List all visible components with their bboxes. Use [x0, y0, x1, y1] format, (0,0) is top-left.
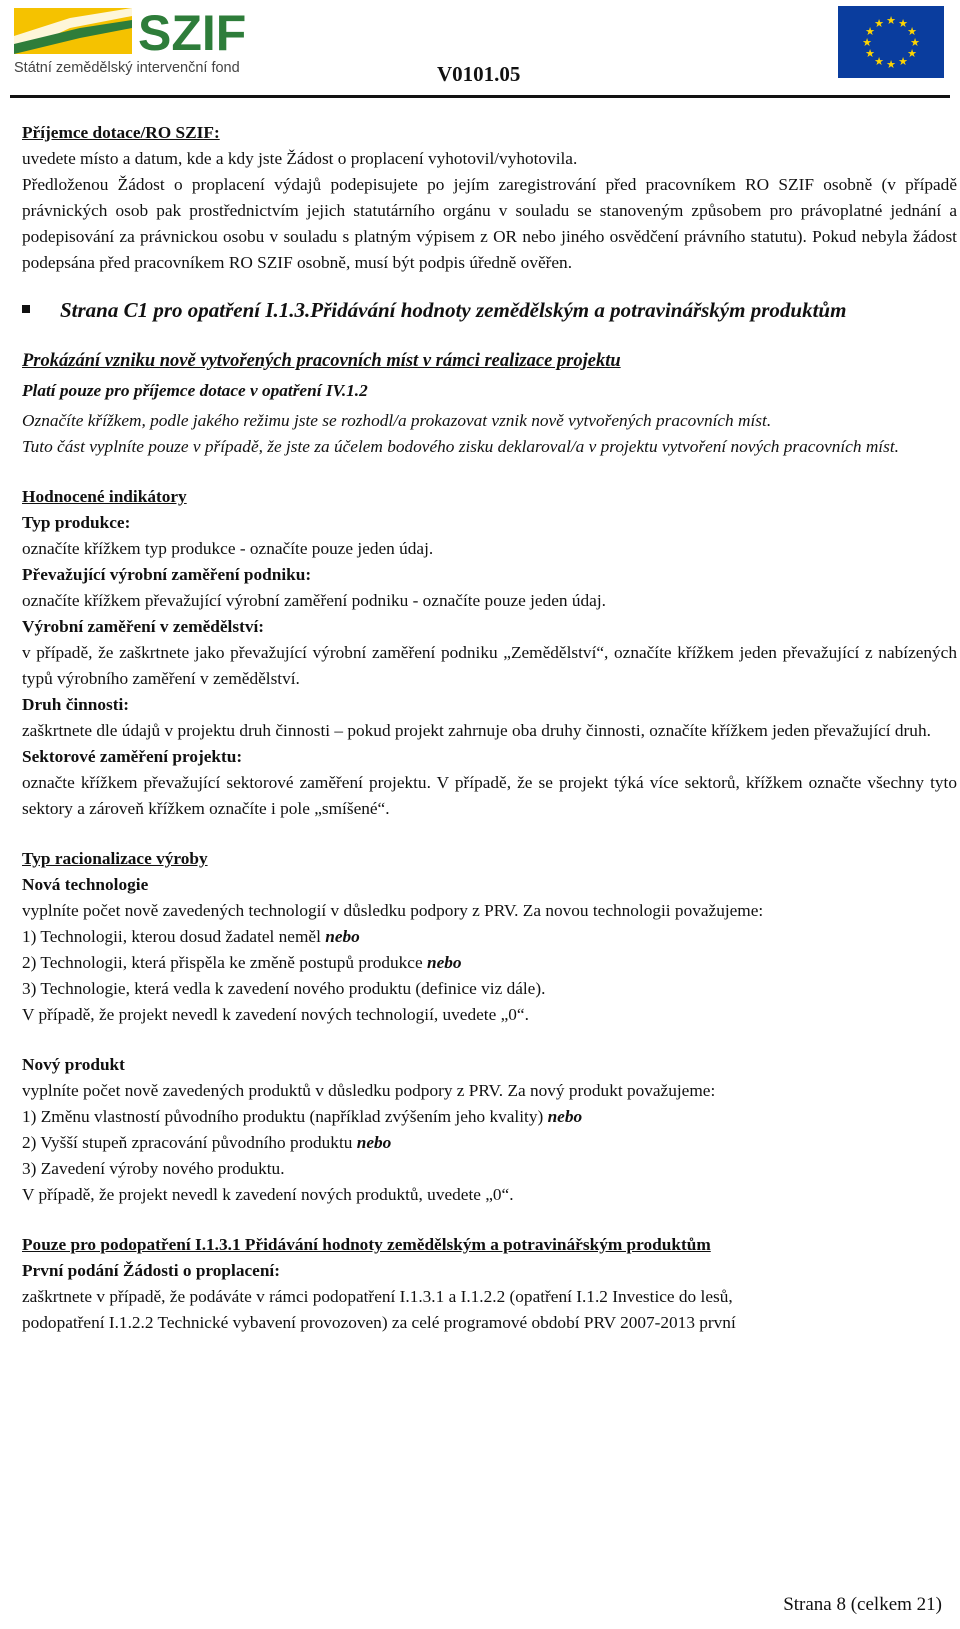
szif-logo	[10, 6, 272, 78]
svg-text:★: ★	[865, 47, 875, 60]
new-product-label: Nový produkt	[22, 1055, 125, 1074]
indicator-label: Typ produkce:	[22, 513, 131, 532]
jobs-condition: Tuto část vyplníte pouze v případě, že jste za účelem bodového zisku deklaroval/a v projektu vytvoření nových pracovních míst.	[22, 437, 899, 456]
signature-paragraph: Předloženou Žádost o proplacení výdajů podepisujete po jejím zaregistrování před pracovníkem RO SZIF osobně (v případě právnických osob pak prostřednictvím jejich statutárního orgánu v souladu se stanoveným způsobem pro právoplatné jednání a podepisování za právnickou osobu v souladu s platným výpisem z OR nebo jiného osvědčení právního statutu). Pokud nebyla žádost podepsána před pracovníkem RO SZIF osobně, musí být podpis úředně ověřen.	[22, 175, 957, 272]
section-heading-recipient: Příjemce dotace/RO SZIF:	[22, 123, 220, 142]
indicator-label: Převažující výrobní zaměření podniku:	[22, 565, 312, 584]
svg-text:★: ★	[886, 14, 896, 27]
indicator-text: v případě, že zaškrtnete jako převažující výrobní zaměření podniku „Zemědělství“, označíte křížkem jeden převažující z nabízených typů výrobního zaměření v zemědělství.	[22, 643, 957, 688]
technology-zero-note: V případě, že projekt nevedl k zavedení nových technologií, uvedete „0“.	[22, 1005, 529, 1024]
technology-item: 1) Technologii, kterou dosud žadatel neměl nebo	[22, 927, 360, 946]
page-number: Strana 8 (celkem 21)	[783, 1594, 942, 1615]
recipient-instruction: uvedete místo a datum, kde a kdy jste Žádost o proplacení vyhotovil/vyhotovila.	[22, 149, 578, 168]
product-item: 1) Změnu vlastností původního produktu (například zvýšením jeho kvality) nebo	[22, 1107, 583, 1126]
jobs-instruction: Označíte křížkem, podle jakého režimu jste se rozhodl/a prokazovat vznik nově vytvořených pracovních míst.	[22, 411, 772, 430]
new-technology-intro: vyplníte počet nově zavedených technologií v důsledku podpory z PRV. Za novou technologii považujeme:	[22, 901, 764, 920]
new-technology-label: Nová technologie	[22, 875, 149, 894]
svg-text:★: ★	[862, 36, 872, 49]
first-application-text-line1: zaškrtnete v případě, že podáváte v rámci podopatření I.1.3.1 a I.1.2.2 (opatření I.1.2 Investice do lesů,	[22, 1287, 733, 1306]
section-heading-indicators: Hodnocené indikátory	[22, 487, 187, 506]
logo-text: SZIF	[138, 6, 247, 61]
square-bullet-icon	[22, 305, 30, 313]
svg-text:★: ★	[898, 55, 908, 68]
product-item: 2) Vyšší stupeň zpracování původního produktu nebo	[22, 1133, 392, 1152]
section-heading-first-application: Pouze pro podopatření I.1.3.1 Přidávání hodnoty zemědělským a potravinářským produktům	[22, 1235, 711, 1254]
indicator-label: Sektorové zaměření projektu:	[22, 747, 243, 766]
applicability-note: Platí pouze pro příjemce dotace v opatření IV.1.2	[22, 381, 368, 400]
page-header	[0, 0, 960, 100]
subheading-new-jobs: Prokázání vzniku nově vytvořených pracovních míst v rámci realizace projektu	[22, 351, 621, 371]
header-divider	[10, 95, 950, 98]
first-application-label: První podání Žádosti o proplacení:	[22, 1261, 280, 1280]
document-body	[22, 120, 957, 1336]
svg-text:★: ★	[874, 55, 884, 68]
indicator-label: Výrobní zaměření v zemědělství:	[22, 617, 265, 636]
section-heading-rationalization: Typ racionalizace výroby	[22, 849, 208, 868]
svg-text:★: ★	[874, 17, 884, 30]
indicator-text: označíte křížkem typ produkce - označíte pouze jeden údaj.	[22, 539, 434, 558]
section-heading-c1: Strana C1 pro opatření I.1.3.Přidávání hodnoty zemědělským a potravinářským produktům	[22, 296, 957, 324]
technology-item: 3) Technologie, která vedla k zavedení nového produktu (definice viz dále).	[22, 979, 546, 998]
svg-text:★: ★	[886, 58, 896, 71]
svg-text:★: ★	[865, 25, 875, 38]
technology-item: 2) Technologii, která přispěla ke změně postupů produkce nebo	[22, 953, 462, 972]
svg-text:★: ★	[907, 25, 917, 38]
logo-subtitle: Státní zemědělský intervenční fond	[14, 60, 240, 76]
product-zero-note: V případě, že projekt nevedl k zavedení nových produktů, uvedete „0“.	[22, 1185, 514, 1204]
svg-text:★: ★	[907, 47, 917, 60]
product-item: 3) Zavedení výroby nového produktu.	[22, 1159, 285, 1178]
svg-text:★: ★	[910, 36, 920, 49]
indicator-text: označíte křížkem převažující výrobní zaměření podniku - označíte pouze jeden údaj.	[22, 591, 606, 610]
indicator-text: zaškrtnete dle údajů v projektu druh činnosti – pokud projekt zahrnuje oba druhy činnosti, označíte křížkem jeden převažující druh.	[22, 721, 931, 740]
svg-text:★: ★	[898, 17, 908, 30]
indicator-label: Druh činnosti:	[22, 695, 130, 714]
eu-flag-icon	[838, 6, 944, 78]
indicator-text: označte křížkem převažující sektorové zaměření projektu. V případě, že se projekt týká více sektorů, křížkem označte všechny tyto sektory a zároveň křížkem označíte i pole „smíšené“.	[22, 773, 957, 818]
first-application-text-line2: podopatření I.1.2.2 Technické vybavení provozoven) za celé programové období PRV 2007-2013 první	[22, 1313, 736, 1332]
new-product-intro: vyplníte počet nově zavedených produktů v důsledku podpory z PRV. Za nový produkt považujeme:	[22, 1081, 716, 1100]
document-version: V0101.05	[437, 62, 521, 86]
